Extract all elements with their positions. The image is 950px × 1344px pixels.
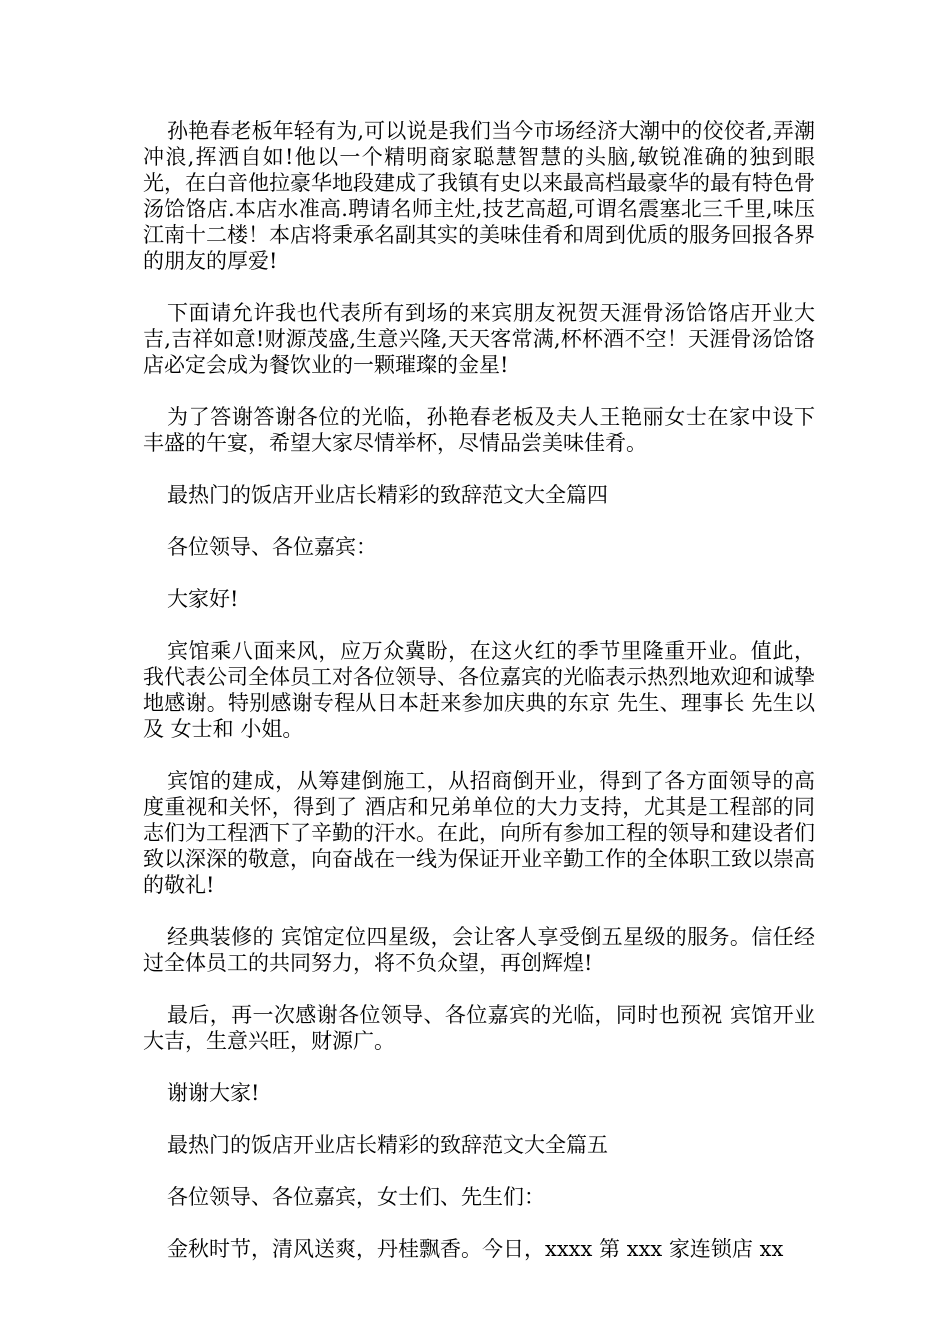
section-heading: 最热门的饭店开业店长精彩的致辞范文大全篇五 bbox=[167, 1133, 608, 1157]
paragraph: 宾馆乘八面来风，应万众冀盼，在这火红的季节里隆重开业。值此，我代表公司全体员工对各位领导、各位嘉宾的光临表示热烈地欢迎和诚挚地感谢。特别感谢专程从日本赶来参加庆典的东京 先生、理事长 先生以及 女士和 小姐。 bbox=[143, 639, 815, 741]
closing-thanks: 谢谢大家! bbox=[167, 1081, 260, 1105]
paragraph: 孙艳春老板年轻有为,可以说是我们当今市场经济大潮中的佼佼者,弄潮冲浪,挥洒自如!他以一个精明商家聪慧智慧的头脑,敏锐准确的独到眼光，在白音他拉豪华地段建成了我镇有史以来最高档最豪华的最有特色骨汤饸饹店.本店水准高.聘请名师主灶,技艺高超,可谓名震塞北三千里,味压江南十二楼！本店将秉承名副其实的美味佳肴和周到优质的服务回报各界的朋友的厚爱! bbox=[143, 119, 815, 273]
paragraph: 金秋时节，清风送爽，丹桂飘香。今日，xxxx 第 xxx 家连锁店 xx bbox=[167, 1237, 784, 1261]
paragraph: 最后，再一次感谢各位领导、各位嘉宾的光临，同时也预祝 宾馆开业大吉，生意兴旺，财源广。 bbox=[143, 1003, 815, 1053]
paragraph: 宾馆的建成，从筹建倒施工，从招商倒开业，得到了各方面领导的高度重视和关怀，得到了 酒店和兄弟单位的大力支持，尤其是工程部的同志们为工程洒下了辛勤的汗水。在此，向所有参加工程的领导和建设者们致以深深的敬意，向奋战在一线为保证开业辛勤工作的全体职工致以崇高的敬礼! bbox=[143, 769, 815, 897]
greeting: 大家好! bbox=[167, 587, 239, 611]
salutation: 各位领导、各位嘉宾，女士们、先生们： bbox=[167, 1185, 545, 1209]
salutation: 各位领导、各位嘉宾： bbox=[167, 535, 377, 559]
paragraph: 经典装修的 宾馆定位四星级，会让客人享受倒五星级的服务。信任经过全体员工的共同努力，将不负众望，再创辉煌! bbox=[143, 925, 815, 975]
document-body bbox=[143, 118, 815, 1288]
section-heading: 最热门的饭店开业店长精彩的致辞范文大全篇四 bbox=[167, 483, 608, 507]
paragraph: 为了答谢答谢各位的光临，孙艳春老板及夫人王艳丽女士在家中设下丰盛的午宴，希望大家尽情举杯，尽情品尝美味佳肴。 bbox=[143, 405, 815, 455]
paragraph: 下面请允许我也代表所有到场的来宾朋友祝贺天涯骨汤饸饹店开业大吉,吉祥如意!财源茂盛,生意兴隆,天天客常满,杯杯酒不空！天涯骨汤饸饹店必定会成为餐饮业的一颗璀璨的金星! bbox=[143, 301, 815, 377]
